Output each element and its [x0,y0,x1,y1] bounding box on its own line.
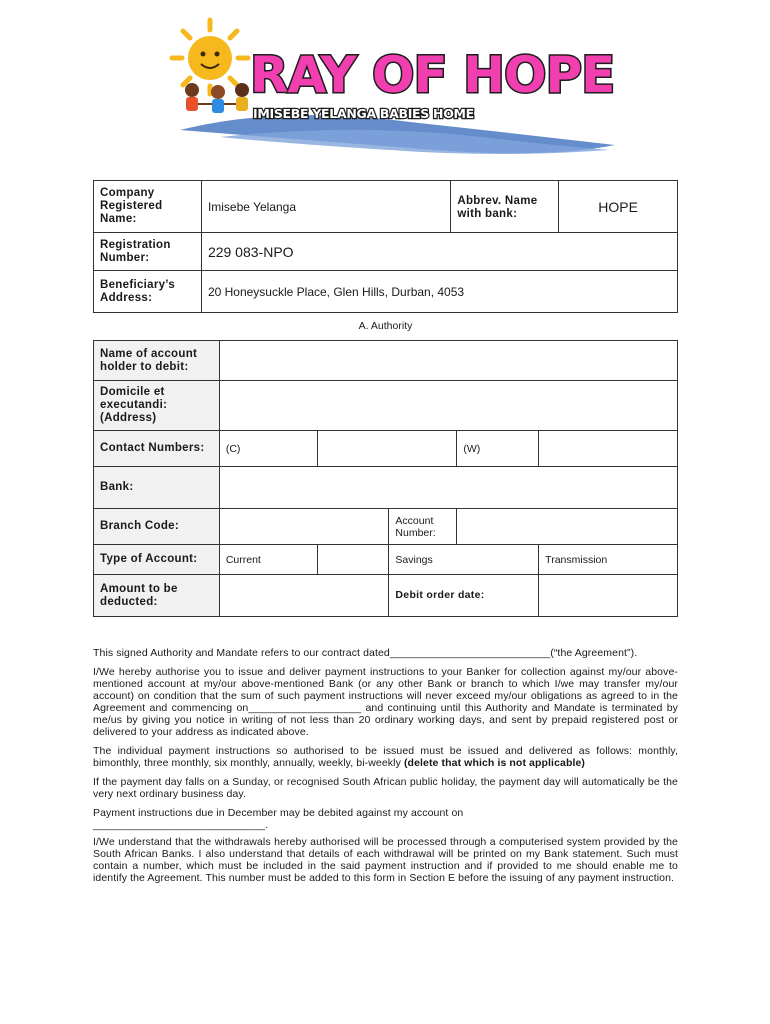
registered-name-label: Company Registered Name: [94,181,202,233]
authorisation-paragraph: I/We hereby authorise you to issue and deliver payment instructions to your Banker for collection against my/our above-mentioned account at my/our above-mentioned Bank (or any other Bank or branch to which I/we may transfer my/our account) on condition that the sum of such payment instructions will never exceed my/our obligations as agreed to in the Agreement and commencing on___________________ and continuing until this Authority and Mandate is terminated by me/us by giving you notice in writing of not less than 20 ordinary working days, and sent by prepaid registered post or delivered to your address as indicated above. [93,666,678,738]
account-type-label: Type of Account: [94,545,220,575]
beneficiary-address-value: 20 Honeysuckle Place, Glen Hills, Durban, 4053 [201,271,677,313]
account-type-current[interactable]: Current [219,545,317,575]
amount-label: Amount to be deducted: [94,575,220,617]
cell-number-input[interactable] [317,431,457,467]
registration-number-value: 229 083-NPO [201,233,677,271]
account-holder-label: Name of account holder to debit: [94,341,220,381]
domicile-label: Domicile et executandi: (Address) [94,381,220,431]
debit-order-date-input[interactable] [539,575,678,617]
beneficiary-address-label: Beneficiary’s Address: [94,271,202,313]
agreement-date-paragraph: This signed Authority and Mandate refers to our contract dated___________________________(“the Agreement”). [93,647,638,659]
debit-order-date-label: Debit order date: [389,575,539,617]
logo-subtitle: IMISEBE YELANGA BABIES HOME [253,106,474,121]
payment-frequency-text: The individual payment instructions so authorised to be issued must be issued and delivered as follows: monthly, bimonthly, three monthly, six monthly, annually, weekly, bi-weekly [93,745,678,769]
domicile-address-input[interactable] [219,381,677,431]
registration-number-label: Registration Number: [94,233,202,271]
public-holiday-paragraph: If the payment day falls on a Sunday, or recognised South African public holiday, the payment day will automatically be the very next ordinary business day. [93,776,678,800]
abbrev-name-value: HOPE [559,181,678,233]
account-number-label: Account Number: [389,509,457,545]
account-number-input[interactable] [457,509,678,545]
account-type-savings[interactable]: Savings [389,545,539,575]
abbrev-name-label: Abbrev. Name with bank: [451,181,559,233]
ray-of-hope-logo [160,10,620,160]
account-holder-input[interactable] [219,341,677,381]
sun-icon [172,20,248,94]
cell-number-label: (C) [219,431,317,467]
children-icon [185,83,249,113]
authority-heading: A. Authority [358,320,413,332]
december-date-blank[interactable]: _____________________________. [93,819,269,831]
work-number-input[interactable] [539,431,678,467]
account-type-current-box[interactable] [317,545,389,575]
withdrawals-paragraph: I/We understand that the withdrawals hereby authorised will be processed through a computerised system provided by the South African Banks. I also understand that details of each withdrawal will be printed on my Bank statement. Such must contain a number, which must be included in the said payment instruction and if provided to me should enable me to identify the Agreement. This number must be added to this form in Section E before the issuing of any payment instruction. [93,836,678,884]
amount-input[interactable] [219,575,389,617]
authority-table [93,340,678,617]
payment-frequency-note: (delete that which is not applicable) [403,757,586,769]
logo-title: RAY OF HOPE [250,46,615,104]
branch-code-input[interactable] [219,509,389,545]
registered-name-value: Imisebe Yelanga [201,181,450,233]
bank-input[interactable] [219,467,677,509]
work-number-label: (W) [457,431,539,467]
company-details-table [93,180,678,313]
bank-label: Bank: [94,467,220,509]
branch-code-label: Branch Code: [94,509,220,545]
december-paragraph: Payment instructions due in December may be debited against my account on [93,807,464,819]
account-type-transmission[interactable]: Transmission [539,545,678,575]
contact-numbers-label: Contact Numbers: [94,431,220,467]
payment-frequency-paragraph [93,745,678,769]
